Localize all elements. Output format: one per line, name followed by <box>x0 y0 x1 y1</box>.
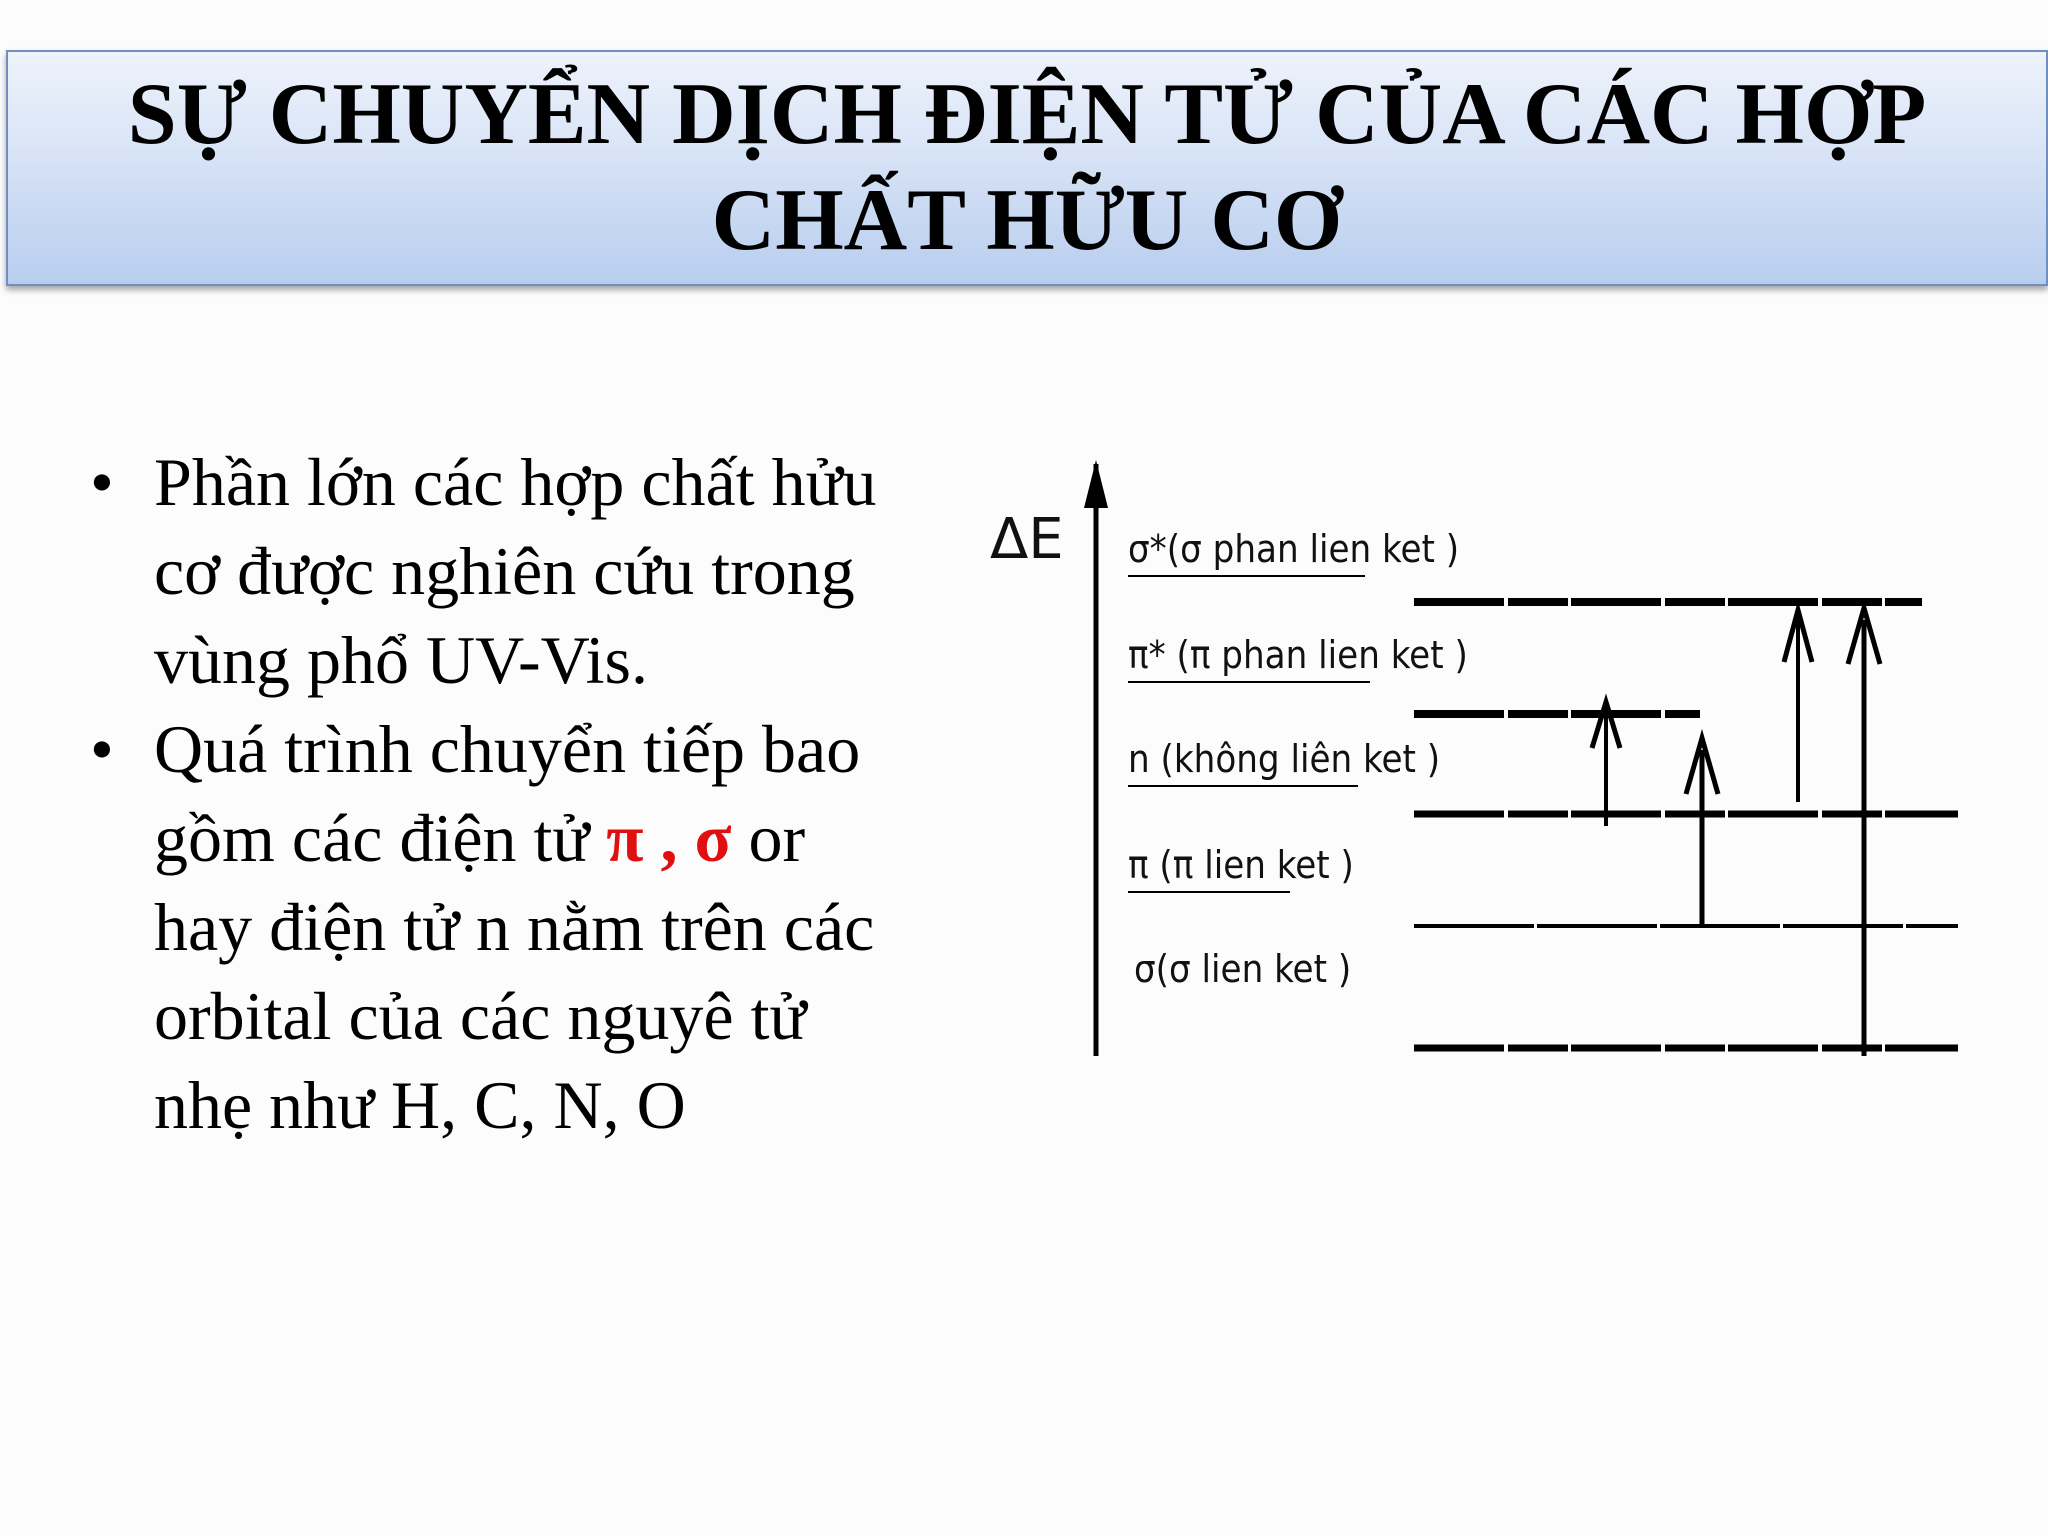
bullet-1-line-2: cơ được nghiên cứu trong <box>154 533 855 609</box>
bullet-2-line-5: nhẹ như H, C, N, O <box>154 1067 686 1143</box>
delta-e-label: ΔE <box>990 507 1064 572</box>
bullet-marker: • <box>90 711 114 787</box>
bullet-marker: • <box>90 444 114 520</box>
level-label-pi-bonding: π (π lien ket ) <box>1128 843 1354 887</box>
bullet-item-1 <box>80 438 960 705</box>
slide-title-line-2: CHẤT HỮU CƠ <box>711 172 1343 269</box>
bullet-2-line-1: Quá trình chuyển tiếp bao <box>154 711 861 787</box>
energy-axis-arrowhead <box>1084 460 1108 508</box>
level-label-nonbonding: n (không liên ket ) <box>1128 737 1441 781</box>
level-label-sigma-antibonding: σ*(σ phan lien ket ) <box>1128 527 1460 571</box>
level-label-pi-antibonding: π* (π phan lien ket ) <box>1128 633 1468 677</box>
bullet-1-line-1: Phần lớn các hợp chất hửu <box>154 444 877 520</box>
bullet-list <box>80 438 960 1150</box>
bullet-2-line-2-suffix: or <box>731 800 806 876</box>
slide-title-line-1: SỰ CHUYỂN DỊCH ĐIỆN TỬ CỦA CÁC HỢP <box>127 66 1927 163</box>
pi-symbol: π <box>606 800 644 876</box>
level-label-sigma-bonding: σ(σ lien ket ) <box>1134 947 1352 991</box>
energy-level-diagram <box>980 450 1980 1070</box>
bullet-2-line-3: hay điện tử n nằm trên các <box>154 889 875 965</box>
bullet-2-line-4: orbital của các nguyê tử <box>154 978 807 1054</box>
symbol-separator: , <box>643 800 695 876</box>
bullet-1-line-3: vùng phổ UV-Vis. <box>154 622 648 698</box>
sigma-symbol: σ <box>694 800 732 876</box>
bullet-item-2 <box>80 705 960 1150</box>
bullet-2-line-2-prefix: gồm các điện tử <box>154 800 607 876</box>
bullet-2-line-2 <box>154 794 960 883</box>
title-banner <box>6 50 2048 286</box>
